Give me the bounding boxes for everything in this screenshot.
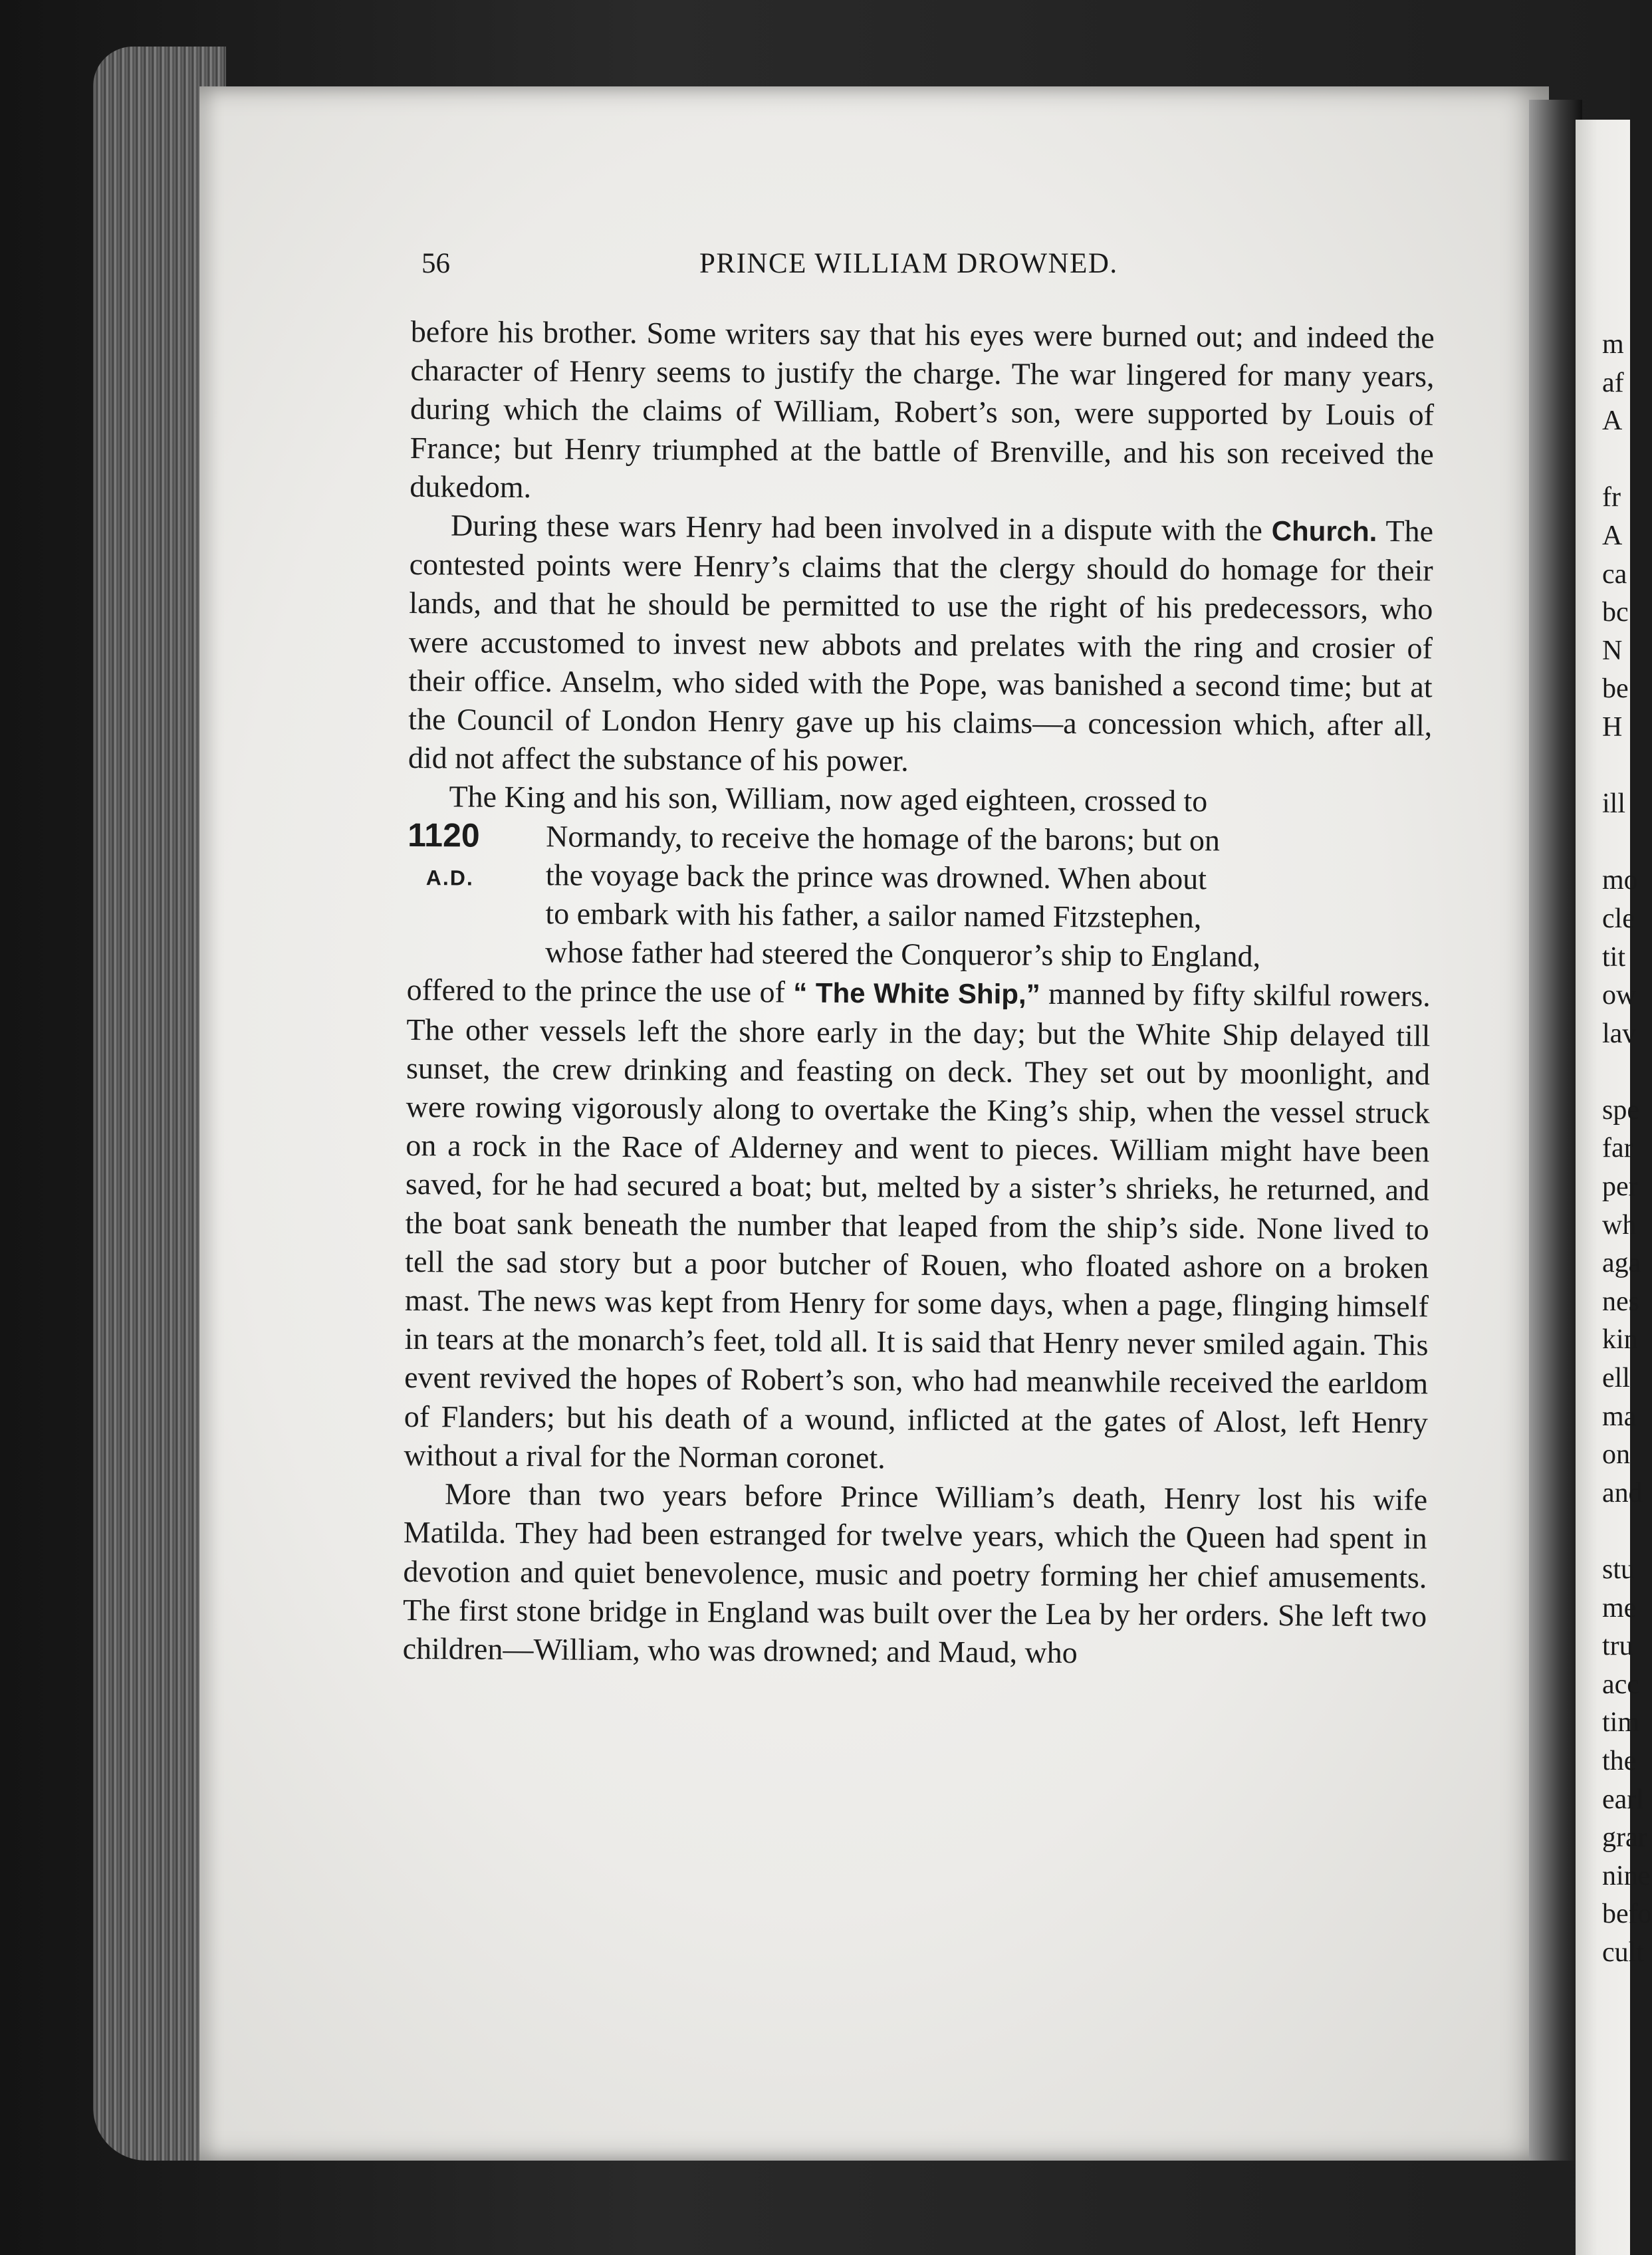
paragraph-3 bbox=[404, 777, 1431, 1481]
facing-page-fragment: tim bbox=[1602, 1707, 1640, 1738]
facing-page-fragment: befo bbox=[1602, 1899, 1652, 1930]
page-number: 56 bbox=[421, 248, 450, 279]
facing-page-fragment: bc bbox=[1602, 597, 1629, 628]
facing-page-fragment: tit bbox=[1602, 941, 1626, 973]
facing-page-fragment: earl bbox=[1602, 1784, 1644, 1815]
facing-page-fragment: nine bbox=[1602, 1860, 1651, 1891]
paragraph-2 bbox=[408, 506, 1433, 784]
facing-page-fragment: per bbox=[1602, 1171, 1638, 1203]
facing-page-fragment bbox=[1602, 824, 1630, 862]
facing-page-fragment bbox=[1602, 1512, 1630, 1551]
paragraph-3-rest bbox=[404, 971, 1431, 1481]
facing-page-fragment: cult bbox=[1602, 1937, 1644, 1968]
facing-page-fragment: ill bbox=[1602, 788, 1626, 820]
paragraph-3-side-line-3: to embark with his father, a sailor named Fitzstephen, bbox=[545, 896, 1202, 935]
facing-page-fragment: tru bbox=[1602, 1631, 1633, 1662]
facing-page-fragment: stu bbox=[1602, 1554, 1635, 1585]
paragraph-2-after: The contested points were Henry’s claims that the clergy should do homage for their lands, and that he should be permitted to use the right of his predecessors, who were accustomed to invest new abbots and prelates with the ring and crosier of their office. Anselm, who sided with the Pope, was banished a second time; but at the Council of London Henry gave up his claims—a concession which, after all, did not affect the substance of his power. bbox=[408, 513, 1434, 778]
facing-page-fragment: m bbox=[1602, 329, 1624, 360]
facing-page-fragment: and bbox=[1602, 1477, 1643, 1508]
facing-page-fragment: grar bbox=[1602, 1822, 1647, 1853]
facing-page-fragment: aga bbox=[1602, 1248, 1641, 1279]
paragraph-3-side-line-2: the voyage back the prince was drowned. When about bbox=[545, 858, 1207, 896]
paragraph-4: More than two years before Prince William’s death, Henry lost his wife Matilda. They had been estranged for twelve years, which the Queen had spent in devotion and quiet benevolence, music and poetry forming her chief amusements. The first stone bridge in England was built over the Lea by her orders. She left two children—William, who was drowned; and Maud, who bbox=[402, 1477, 1428, 1670]
sidenote-year: 1120 bbox=[408, 816, 480, 855]
facing-page-fragment: wh bbox=[1602, 1209, 1637, 1241]
white-ship-term: “ The White Ship,” bbox=[793, 977, 1040, 1010]
facing-page-fragment: lav bbox=[1602, 1018, 1637, 1049]
facing-page-fragment: A bbox=[1602, 406, 1623, 437]
facing-page-fragment: acc bbox=[1602, 1669, 1639, 1700]
facing-page-fragment: spe bbox=[1602, 1094, 1639, 1126]
paragraph-3-side-line-4: whose father had steered the Conqueror’s ship to England, bbox=[544, 935, 1261, 974]
page-header bbox=[421, 247, 1419, 287]
facing-page-fragment: N bbox=[1602, 635, 1623, 666]
facing-page-fragment: mo bbox=[1602, 865, 1638, 896]
paragraph-2-before: During these wars Henry had been involved in a dispute with the bbox=[450, 508, 1263, 547]
paragraph-3-line-1: The King and his son, William, now aged eighteen, crossed to bbox=[449, 779, 1208, 818]
running-title: PRINCE WILLIAM DROWNED. bbox=[699, 248, 1118, 279]
facing-page-fragment: the bbox=[1602, 1745, 1637, 1776]
facing-page-fragment bbox=[1602, 441, 1630, 479]
body-text bbox=[403, 312, 1435, 1674]
facing-page-fragment: on bbox=[1602, 1439, 1630, 1471]
paragraph-1: before his brother. Some writers say that his eyes were burned out; and indeed the character of Henry seems to justify the charge. The war lingered for many years, during which the claims of William, Robert’s son, were supported by Louis of France; but Henry triumphed at the battle of Brenville, and his son received the dukedom. bbox=[410, 314, 1435, 504]
facing-page-fragment: A bbox=[1602, 520, 1623, 551]
book-gutter-shadow bbox=[1529, 100, 1582, 2161]
facing-page-fragment bbox=[1602, 1053, 1630, 1092]
facing-page-fragment: me bbox=[1602, 1592, 1637, 1623]
facing-page-fragment: ma bbox=[1602, 1401, 1637, 1432]
facing-page-fragment: ell bbox=[1602, 1363, 1630, 1394]
facing-page-fragment: af bbox=[1602, 367, 1624, 398]
facing-page-fragment: be bbox=[1602, 673, 1629, 705]
facing-page-fragment: ca bbox=[1602, 558, 1627, 590]
paragraph-3-side-line-1: Normandy, to receive the homage of the barons; but on bbox=[546, 818, 1221, 858]
facing-page-fragment: nes bbox=[1602, 1286, 1639, 1317]
facing-page-fragment: far bbox=[1602, 1133, 1633, 1164]
facing-page-fragment: cle bbox=[1602, 903, 1635, 934]
paragraph-3-rest-after: manned by fifty skilful rowers. The other vessels left the shore early in the day; but the White Ship delayed till sunset, the crew drinking and feasting on deck. They set out by moonlight, and were rowing vigorously along to overtake the King’s ship, when the vessel struck on a rock in the Race of Alderney and went to pieces. William might have been saved, for he had secured a boat; but, melted by a sister’s shrieks, he returned, and the boat sank beneath the number that leaped from the ship’s side. None lived to tell the sad story but a poor butcher of Rouen, who floated ashore on a broken mast. The news was kept from Henry for some days, when a page, flinging himself in tears at the monarch’s feet, told all. It is said that Henry never smiled again. This event revived the hopes of Robert’s son, who had meanwhile received the earldom of Flanders; but his death of a wound, inflicted at the gates of Alost, left Henry without a rival for the Norman coronet. bbox=[404, 977, 1431, 1475]
church-term: Church. bbox=[1271, 515, 1377, 547]
sidenote-indented-lines bbox=[545, 817, 1431, 977]
facing-page-fragment bbox=[1602, 747, 1630, 786]
paragraph-3-rest-before: offered to the prince the use of bbox=[406, 973, 786, 1009]
facing-page-text-fragments bbox=[1602, 326, 1652, 1972]
facing-page-fragment: fr bbox=[1602, 482, 1621, 513]
facing-page-fragment: H bbox=[1602, 711, 1623, 743]
sidenote-era: A.D. bbox=[425, 866, 474, 891]
facing-page-fragment: ow bbox=[1602, 980, 1637, 1011]
facing-page-fragment: kin bbox=[1602, 1324, 1638, 1356]
